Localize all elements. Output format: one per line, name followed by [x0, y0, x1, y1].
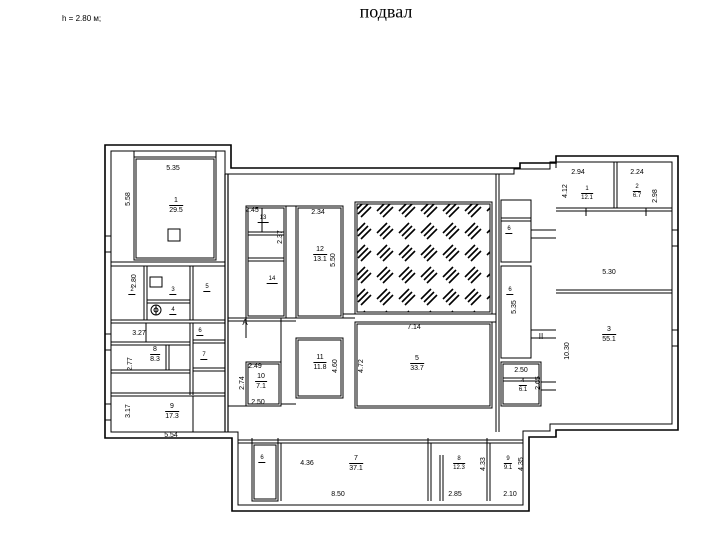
entrance-marker-ii: II	[538, 332, 544, 341]
dimension-label: 10.30	[564, 342, 571, 360]
room-label: 8 12.3	[453, 456, 465, 471]
room-label: 8 8.3	[150, 346, 160, 363]
room-label: 6	[198, 328, 202, 334]
dimension-label: 4.60	[332, 359, 339, 373]
room-label: 10 7.1	[256, 373, 266, 390]
dimension-label: 2.24	[630, 169, 644, 176]
dimension-label: 2.98	[652, 189, 659, 203]
room-label: 2	[130, 287, 134, 293]
room-label: 12 13.1	[313, 246, 327, 263]
dimension-label: 5.50	[330, 253, 337, 267]
dimension-label: 4.35	[518, 457, 525, 471]
dimension-label: 3.27	[132, 330, 146, 337]
room-label: 14	[268, 276, 276, 282]
ceiling-height-note: h = 2.80 м;	[62, 14, 102, 23]
dimension-label: 2.10	[503, 491, 517, 498]
dimension-label: 2.50	[251, 399, 265, 406]
dimension-label: 4.36	[300, 460, 314, 467]
dimension-label: 2.80	[131, 274, 138, 288]
dimension-label: 3.17	[125, 404, 132, 418]
dimension-label: 2.49	[248, 363, 262, 370]
dimension-label: 2.65	[535, 376, 542, 390]
room-label: 3 55.1	[602, 326, 616, 343]
room-label: 5 33.7	[410, 355, 424, 372]
dimension-label: 2.50	[514, 367, 528, 374]
room-label: 6	[508, 287, 512, 293]
room-label: 11 11.8	[313, 354, 327, 371]
room-label: 9 17.3	[165, 403, 179, 420]
dimension-label: 2.85	[448, 491, 462, 498]
room-label: 1 12.1	[581, 186, 593, 201]
dimension-label: 7.14	[407, 324, 421, 331]
page-title: подвал	[359, 1, 413, 22]
dimension-label: 5.54	[164, 432, 178, 439]
entrance-marker-a: A	[242, 318, 248, 327]
dimension-label: 2.34	[311, 209, 325, 216]
dimension-label: 5.35	[166, 165, 180, 172]
room-label: 6	[507, 226, 511, 232]
dimension-label: 2.77	[127, 357, 134, 371]
room-label: 6	[260, 455, 264, 461]
dimension-label: 8.50	[331, 491, 345, 498]
dimension-label: 5.58	[125, 192, 132, 206]
dimension-label: 5.30	[602, 269, 616, 276]
dimension-label: 4.72	[358, 359, 365, 373]
room-label: 4 6.1	[518, 378, 528, 393]
room-label: 2 6.7	[632, 184, 642, 199]
dimension-label: 5.35	[511, 300, 518, 314]
dimension-label: 4.33	[480, 457, 487, 471]
room-label: 13	[259, 215, 267, 221]
dimension-label: 2.37	[277, 230, 284, 244]
dimension-label: 2.94	[571, 169, 585, 176]
dimension-label: 2.45	[245, 207, 259, 214]
room-label: 4	[171, 307, 175, 313]
room-label: 1 29.5	[169, 197, 183, 214]
room-label: 3	[171, 287, 175, 293]
dimension-label: 2.74	[239, 376, 246, 390]
room-label: 9 9.1	[503, 456, 513, 471]
room-label: 7	[202, 352, 206, 358]
room-label: 5	[205, 284, 209, 290]
room-label: 7 37.1	[349, 455, 363, 472]
dimension-label: 4.12	[562, 184, 569, 198]
